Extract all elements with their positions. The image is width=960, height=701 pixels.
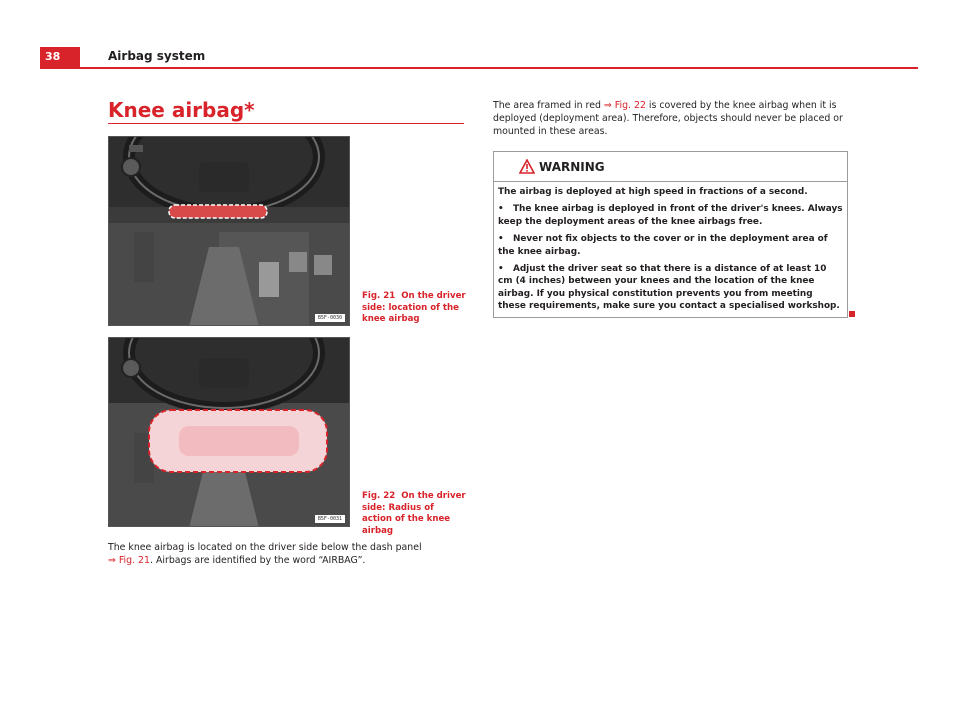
paragraph-text: The knee airbag is located on the driver side below the dash panel: [108, 542, 422, 553]
section-title: Knee airbag*: [108, 98, 255, 122]
header-divider: [40, 67, 918, 69]
warning-body: [494, 182, 847, 313]
figure-code: B5F-0030: [315, 314, 345, 322]
paragraph-text: . Airbags are identified by the word “AIRBAG”.: [150, 555, 366, 566]
figure-knee-airbag-location: [108, 136, 350, 326]
figure-reference-link[interactable]: ⇒ Fig. 21: [108, 555, 150, 566]
figure-caption: [362, 291, 466, 326]
figure-knee-airbag-radius: [108, 337, 350, 527]
figure-code: B5F-0031: [315, 515, 345, 523]
paragraph-text: The area framed in red: [493, 100, 604, 111]
page-number: 38: [40, 47, 80, 67]
warning-bullet: • The knee airbag is deployed in front of the driver's knees. Always keep the deployment areas of the knee airbags free.: [498, 204, 843, 227]
dashboard-illustration-2: [109, 338, 350, 527]
warning-box: [493, 151, 848, 318]
warning-header: [494, 152, 847, 182]
warning-bullet: • Adjust the driver seat so that there is a distance of at least 10 cm (4 inches) between your knees and the location of the knee airbag. If you physical constitution prevents you from meeting these requirements, make sure you contact a specialised workshop.: [498, 264, 840, 312]
knee-airbag-location-paragraph: [108, 541, 448, 567]
dashboard-illustration-1: [109, 137, 350, 326]
section-end-marker: [849, 311, 855, 317]
deployment-area-paragraph: [493, 99, 843, 138]
figure-caption-number: Fig. 21: [362, 291, 396, 301]
warning-label: WARNING: [539, 160, 605, 174]
figure-caption-text: On the driver side: Radius of action of the knee airbag: [362, 491, 466, 536]
figure-caption: [362, 491, 466, 537]
warning-bullet: • Never not fix objects to the cover or in the deployment area of the knee airbag.: [498, 234, 828, 257]
page-header-title: Airbag system: [108, 49, 206, 63]
figure-reference-link[interactable]: ⇒ Fig. 22: [603, 100, 646, 111]
warning-intro: The airbag is deployed at high speed in fractions of a second.: [498, 187, 808, 197]
warning-bullet-text: Never not fix objects to the cover or in the deployment area of the knee airbag.: [498, 234, 828, 257]
warning-bullet-text: Adjust the driver seat so that there is a distance of at least 10 cm (4 inches) between your knees and the location of the knee airbag. If you physical constitution prevents you from meeting these requirements, make sure you contact a specialised workshop.: [498, 264, 840, 312]
figure-caption-number: Fig. 22: [362, 491, 396, 501]
section-divider: [108, 123, 464, 124]
paragraph-text: is covered by the knee airbag when it is deployed (deployment area). Therefore, objects should never be placed or mounted in these areas.: [493, 100, 843, 137]
figure-caption-text: On the driver side: location of the knee airbag: [362, 291, 466, 324]
warning-triangle-icon: [519, 159, 535, 178]
warning-bullet-text: The knee airbag is deployed in front of the driver's knees. Always keep the deployment areas of the knee airbags free.: [498, 204, 843, 227]
